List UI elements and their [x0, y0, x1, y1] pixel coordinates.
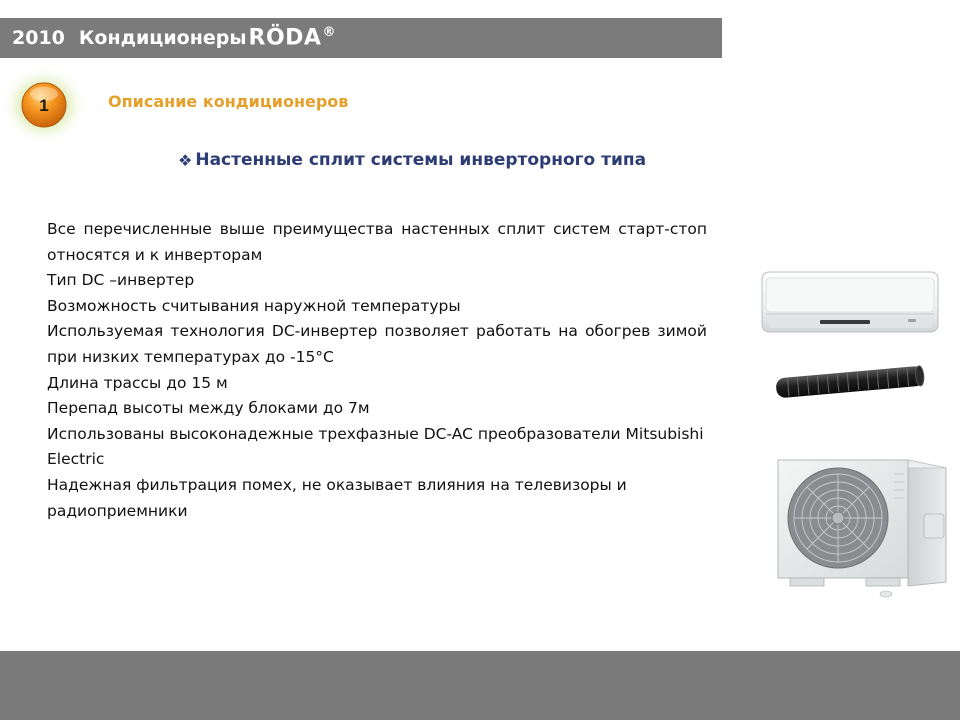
outdoor-unit-image [776, 454, 956, 602]
fan-rotor-image [772, 364, 928, 400]
section-number: 1 [39, 96, 49, 115]
header-brand [249, 25, 336, 50]
feature-paragraph: Использованы высоконадежные трехфазные DC-AC преобразователи Mitsubishi Electric [47, 424, 704, 469]
registered-mark: ® [322, 25, 336, 41]
section-number-badge [0, 65, 90, 145]
feature-paragraph: Надежная фильтрация помех, не оказывает влияния на телевизоры и радиоприемники [47, 475, 627, 520]
footer-bar [0, 651, 960, 720]
feature-paragraph: Используемая технология DC-инвертер позволяет работать на обогрев зимой при низких температурах до -15°С [47, 322, 707, 366]
diamond-bullet-icon: ❖ [178, 150, 193, 170]
header-bar [0, 18, 722, 58]
feature-list [47, 217, 707, 524]
feature-paragraph: Тип DC –инвертер [47, 271, 195, 290]
brand-name: RÖDA [248, 25, 322, 51]
header-year: 2010 [12, 27, 65, 49]
section-title: Описание кондиционеров [108, 92, 349, 111]
feature-paragraph: Все перечисленные выше преимущества настенных сплит систем старт-стоп относятся и к инверторам [47, 220, 707, 264]
indoor-unit-image [760, 270, 940, 336]
feature-paragraph: Перепад высоты между блоками до 7м [47, 399, 370, 418]
feature-paragraph: Возможность считывания наружной температуры [47, 296, 461, 315]
subtitle-text: Настенные сплит системы инверторного типа [195, 150, 647, 170]
feature-paragraph: Длина трассы до 15 м [47, 373, 228, 392]
header-title: Кондиционеры [78, 27, 247, 49]
subtitle [178, 150, 646, 170]
